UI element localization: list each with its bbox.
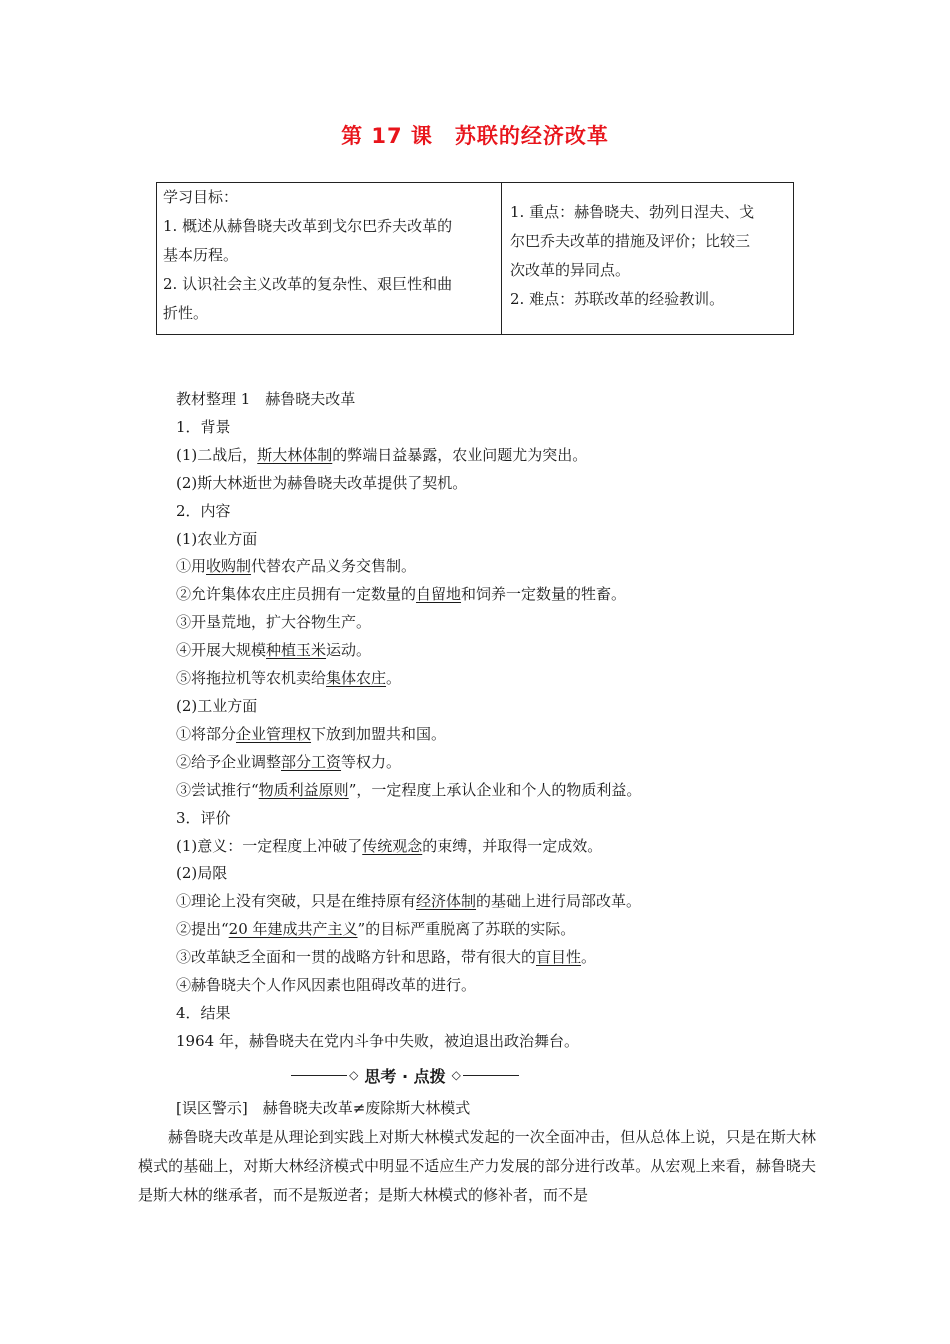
lesson-content [176, 386, 816, 1056]
keyword: 物质利益原则 [258, 780, 349, 799]
divider-line [291, 1075, 347, 1076]
page-title: 第 17 课 苏联的经济改革 [341, 124, 609, 148]
text: 。 [581, 948, 597, 967]
goal-item: 折性。 [163, 304, 209, 322]
text: 的弊端日益暴露，农业问题尤为突出。 [332, 445, 588, 464]
divider-line [463, 1075, 519, 1076]
text: ②允许集体农庄庄员拥有一定数量的 [176, 585, 417, 604]
keyword: 盲目性 [536, 948, 582, 967]
section-heading: 教材整理 1 赫鲁晓夫改革 [176, 390, 356, 408]
text: ①理论上没有突破，只是在维持原有 [176, 892, 417, 911]
agri-heading: (1)农业方面 [176, 529, 258, 548]
text: ⑤将拖拉机等农机卖给 [176, 669, 327, 688]
goals-heading: 学习目标： [163, 188, 239, 206]
text: ”，一定程度上承认企业和个人的物质利益。 [348, 780, 642, 799]
text: ”的目标严重脱离了苏联的实际。 [357, 920, 576, 939]
key-point: 次改革的异同点。 [510, 260, 631, 279]
bg-line-2: (2)斯大林逝世为赫鲁晓夫改革提供了契机。 [176, 473, 468, 492]
limit-item-1 [176, 888, 816, 916]
text: ③改革缺乏全面和一贯的战略方针和思路，带有很大的 [176, 948, 537, 967]
text: ③尝试推行“ [176, 780, 259, 799]
bg-label: 1．背景 [176, 417, 231, 436]
text: 运动。 [326, 641, 372, 660]
agri-item-1 [176, 553, 816, 581]
eval-meaning [176, 833, 816, 861]
goal-item: 基本历程。 [163, 246, 239, 264]
industry-item-2 [176, 749, 816, 777]
keyword: 经济体制 [416, 892, 477, 911]
content-label: 2．内容 [176, 501, 231, 520]
text: ①将部分 [176, 724, 237, 743]
bg-line-1 [176, 442, 816, 470]
text: 的基础上进行局部改革。 [476, 892, 642, 911]
divider-label: 思考 · 点拨 [364, 1066, 446, 1086]
limit-item-3 [176, 944, 816, 972]
warning-heading: [误区警示] 赫鲁晓夫改革≠废除斯大林模式 [176, 1099, 471, 1117]
text: 和饲养一定数量的牲畜。 [461, 585, 627, 604]
keyword: 集体农庄 [326, 669, 387, 688]
limits-heading: (2)局限 [176, 864, 228, 883]
text: 。 [386, 669, 402, 688]
text: 等权力。 [341, 752, 402, 771]
learning-goals-table [156, 182, 794, 335]
text: 代替农产品义务交售制。 [251, 557, 417, 576]
goals-cell-right [502, 183, 794, 335]
key-point: 尔巴乔夫改革的措施及评价；比较三 [510, 231, 751, 250]
industry-item-3 [176, 777, 816, 805]
keyword: 斯大林体制 [257, 445, 333, 464]
text: (1)二战后， [176, 445, 258, 464]
keyword: 部分工资 [281, 752, 342, 771]
text: ①用 [176, 557, 207, 576]
keyword: 自留地 [416, 585, 462, 604]
keyword: 收购制 [206, 557, 252, 576]
result-text: 1964 年，赫鲁晓夫在党内斗争中失败，被迫退出政治舞台。 [176, 1031, 579, 1050]
keyword: 种植玉米 [266, 641, 327, 660]
agri-item-5 [176, 665, 816, 693]
text: 的束缚，并取得一定成效。 [422, 836, 603, 855]
goal-item: 1. 概述从赫鲁晓夫改革到戈尔巴乔夫改革的 [163, 217, 453, 235]
text: (1)意义：一定程度上冲破了 [176, 836, 363, 855]
industry-item-1 [176, 721, 816, 749]
misconception-warning [138, 1094, 816, 1210]
goal-item: 2. 认识社会主义改革的复杂性、艰巨性和曲 [163, 275, 453, 293]
eval-label: 3．评价 [176, 808, 231, 827]
limit-item-2 [176, 916, 816, 944]
keyword: 20 年建成共产主义 [228, 920, 358, 939]
agri-item-3: ③开垦荒地，扩大谷物生产。 [176, 613, 372, 632]
agri-item-4 [176, 637, 816, 665]
result-label: 4．结果 [176, 1003, 231, 1022]
diamond-icon: ◇ [451, 1068, 461, 1082]
keyword: 传统观念 [362, 836, 423, 855]
keyword: 企业管理权 [236, 724, 312, 743]
warning-body: 赫鲁晓夫改革是从理论到实践上对斯大林模式发起的一次全面冲击，但从总体上说，只是在斯大林模式的基础上，对斯大林经济模式中明显不适应生产力发展的部分进行改革。从宏观上来看，赫鲁晓夫是斯大林的继承者，而不是叛逆者；是斯大林模式的修补者，而不是 [138, 1128, 816, 1204]
goals-cell-left [157, 183, 502, 335]
text: ④开展大规模 [176, 641, 267, 660]
agri-item-2 [176, 581, 816, 609]
diamond-icon: ◇ [349, 1068, 359, 1082]
limit-item-4: ④赫鲁晓夫个人作风因素也阻碍改革的进行。 [176, 976, 477, 995]
text: ②提出“ [176, 920, 229, 939]
industry-heading: (2)工业方面 [176, 696, 258, 715]
text: 下放到加盟共和国。 [311, 724, 447, 743]
think-divider [175, 1062, 635, 1088]
text: ②给予企业调整 [176, 752, 282, 771]
difficult-point: 2. 难点：苏联改革的经验教训。 [510, 289, 725, 308]
key-point: 1. 重点：赫鲁晓夫、勃列日涅夫、戈 [510, 202, 755, 221]
